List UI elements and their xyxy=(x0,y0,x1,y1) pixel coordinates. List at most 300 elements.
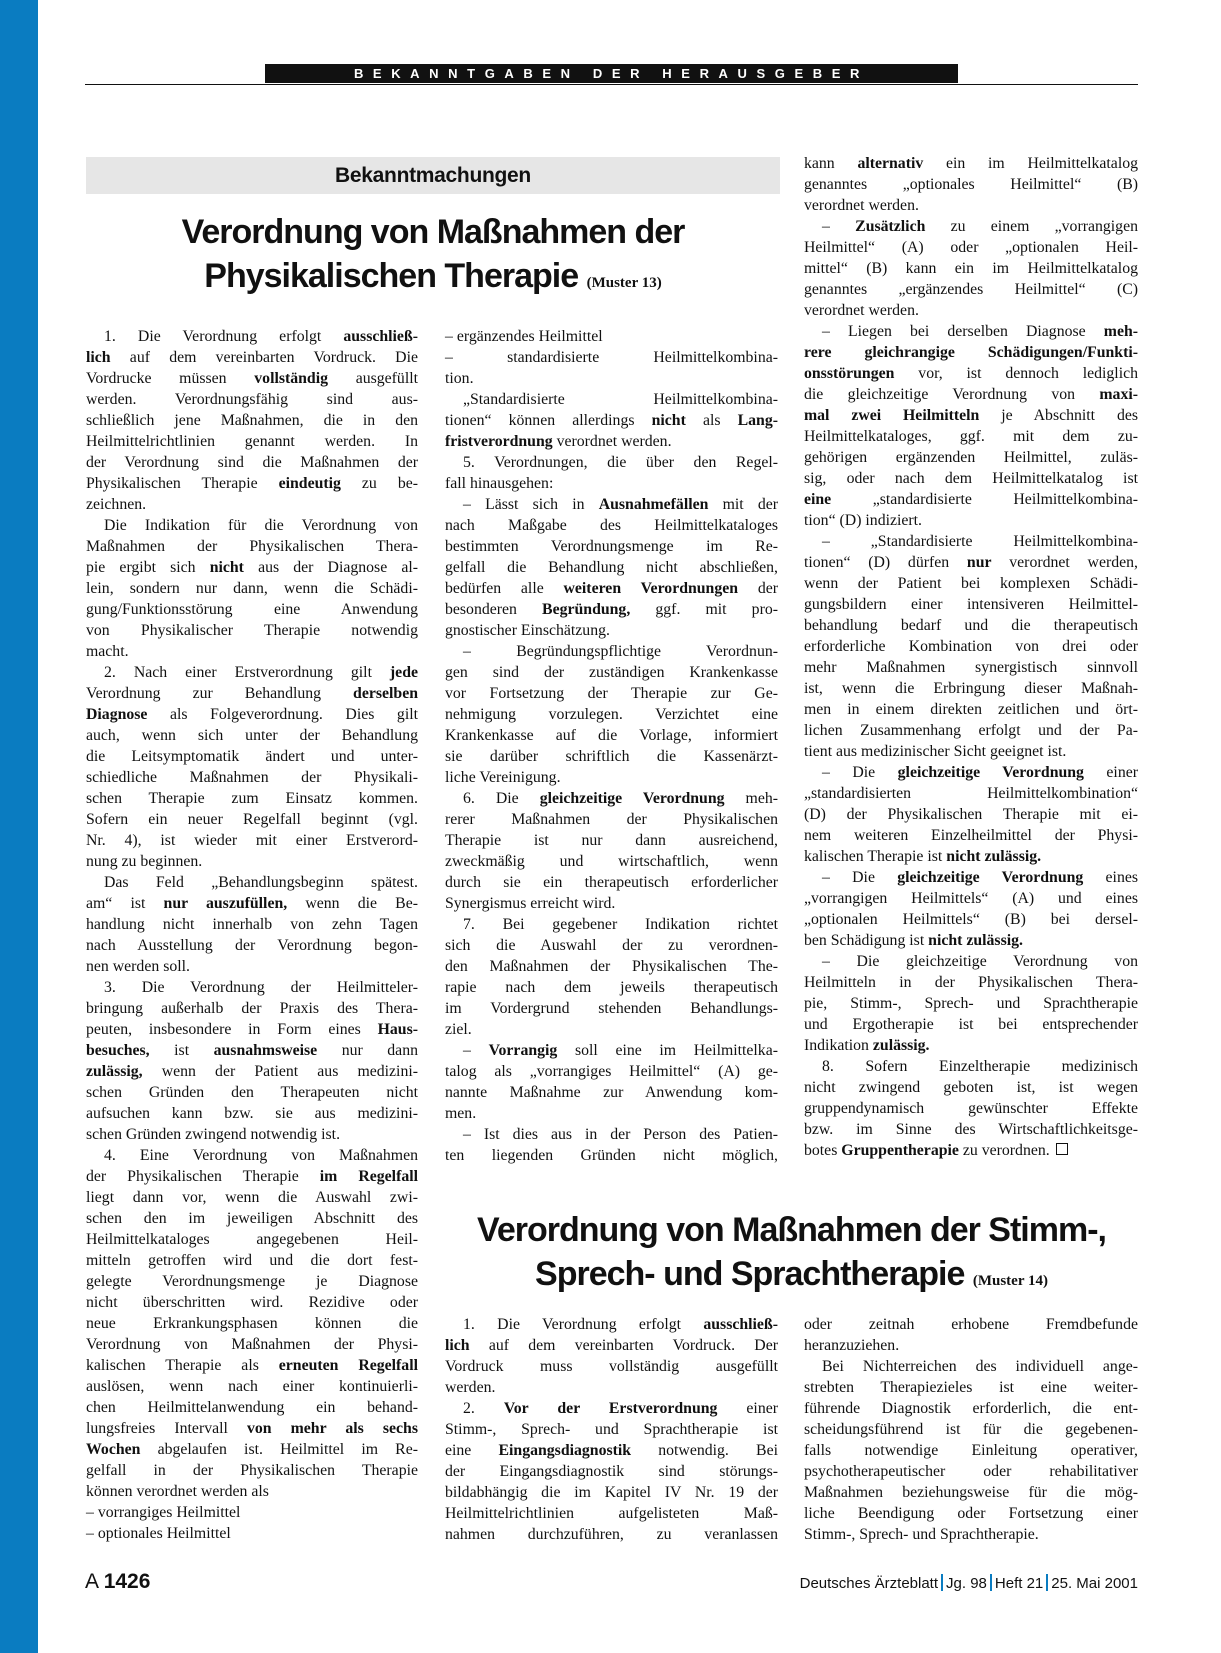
text-line xyxy=(86,1061,418,1082)
text-run: oder zeitnah erhobene Fremdbefunde xyxy=(804,1316,1138,1333)
text-line xyxy=(86,662,418,683)
text-line xyxy=(86,1502,418,1523)
text-line xyxy=(86,557,418,578)
text-line xyxy=(804,1140,1138,1161)
text-run: Krankenkasse auf die Vorlage, informiert xyxy=(445,727,778,744)
bold-text: Haus- xyxy=(377,1021,418,1038)
separator xyxy=(990,1574,992,1591)
text-line xyxy=(804,1014,1138,1035)
text-line xyxy=(804,510,1138,531)
text-run: den Maßnahmen der Physikalischen The- xyxy=(445,958,778,975)
text-run: zweckmäßig und wirtschaftlich, wenn xyxy=(445,853,778,870)
article2-title-line1: Verordnung von Maßnahmen der Stimm-, xyxy=(477,1211,1106,1249)
bold-text: nicht zulässig. xyxy=(928,932,1023,949)
text-line xyxy=(804,1440,1138,1461)
text-line xyxy=(86,641,418,662)
text-run: „vorrangigen Heilmittels“ (A) und eines xyxy=(804,890,1138,907)
text-run: der Physikalischen Therapie xyxy=(86,1168,320,1185)
text-run: Bei Nichterreichen des individuell ange- xyxy=(822,1358,1138,1375)
bold-text: nur xyxy=(966,554,992,571)
bold-text: Lang- xyxy=(737,412,778,429)
text-run: einer xyxy=(1083,764,1138,781)
bold-text: Vor der Erstverordnung xyxy=(503,1400,718,1417)
text-run: liche Vereinigung. xyxy=(445,769,561,786)
section-header-band: BEKANNTGABEN DER HERAUSGEBER xyxy=(265,64,958,83)
bold-text: Gruppentherapie xyxy=(841,1142,959,1159)
bold-text: Diagnose xyxy=(86,706,148,723)
header-rule xyxy=(85,84,1138,85)
text-run: nur dann xyxy=(317,1042,418,1059)
text-line xyxy=(445,935,778,956)
text-run: strebten Therapiezieles ist eine weiter- xyxy=(804,1379,1138,1396)
text-run: Synergismus erreicht wird. xyxy=(445,895,616,912)
text-line xyxy=(445,1314,778,1335)
text-line xyxy=(445,473,778,494)
text-line xyxy=(804,363,1138,384)
text-run: durch sie ein therapeutisch erforderlicher xyxy=(445,874,778,891)
text-run: wenn der Patient bei komplexen Schädi- xyxy=(804,575,1138,592)
text-run: 8. Sofern Einzeltherapie medizinisch xyxy=(822,1058,1138,1075)
text-run: peuten, insbesondere in Form eines xyxy=(86,1021,378,1038)
bold-text: von mehr als sechs xyxy=(246,1420,418,1437)
text-line xyxy=(86,1124,418,1145)
article2-column-1 xyxy=(445,1314,778,1545)
text-run: ausgefüllt xyxy=(328,370,418,387)
text-line xyxy=(86,515,418,536)
text-run: tion“ (D) indiziert. xyxy=(804,512,922,529)
text-line xyxy=(804,216,1138,237)
text-line xyxy=(445,1398,778,1419)
text-run: als xyxy=(685,412,738,429)
text-run: Verordnung zur Behandlung xyxy=(86,685,354,702)
bold-text: alternativ xyxy=(857,155,924,172)
text-line xyxy=(86,1376,418,1397)
text-line xyxy=(804,657,1138,678)
text-line xyxy=(804,258,1138,279)
text-line xyxy=(86,1145,418,1166)
text-run: nach Ausstellung der Verordnung begon- xyxy=(86,937,418,954)
text-line xyxy=(445,767,778,788)
text-line xyxy=(804,300,1138,321)
text-line xyxy=(86,1292,418,1313)
text-line xyxy=(86,1229,418,1250)
text-run: – Lässt sich in xyxy=(463,496,599,513)
text-line xyxy=(445,1461,778,1482)
article1-title xyxy=(86,210,780,305)
text-run: werden. Verordnungsfähig sind aus- xyxy=(86,391,418,408)
bold-text: Begründung, xyxy=(542,601,631,618)
text-line xyxy=(86,1397,418,1418)
text-run: ein im Heilmittelkatalog xyxy=(923,155,1139,172)
text-run: gung/Funktionsstörung eine Anwendung xyxy=(86,601,418,618)
text-run: gungsbildern einer intensiveren Heilmittel- xyxy=(804,596,1138,613)
text-line xyxy=(86,1439,418,1460)
article2-title-line2: Sprech- und Sprachtherapie xyxy=(535,1255,965,1293)
article2-muster: (Muster 14) xyxy=(972,1273,1048,1289)
text-line xyxy=(804,1524,1138,1545)
text-run: ziel. xyxy=(445,1021,472,1038)
section-label: Bekanntmachungen xyxy=(86,157,780,194)
text-run: macht. xyxy=(86,643,129,660)
text-line xyxy=(804,804,1138,825)
text-run: tient aus medizinischer Sicht geeignet ist. xyxy=(804,743,1067,760)
text-line xyxy=(804,1314,1138,1335)
text-run: von Physikalischer Therapie notwendig xyxy=(86,622,418,639)
text-line xyxy=(445,389,778,410)
text-line xyxy=(804,972,1138,993)
text-line xyxy=(445,431,778,452)
text-run: Nr. 4), ist wieder mit einer Erstverord- xyxy=(86,832,418,849)
text-run: schen Therapie zum Einsatz kommen. xyxy=(86,790,418,807)
text-line xyxy=(86,809,418,830)
text-run: aufsuchen kann bzw. sie aus medizini- xyxy=(86,1105,418,1122)
text-line xyxy=(445,998,778,1019)
text-run: nannte Maßnahme zur Anwendung kom- xyxy=(445,1084,778,1101)
text-run: schen Gründen den Therapeuten nicht xyxy=(86,1084,418,1101)
text-run: bedürfen alle xyxy=(445,580,564,597)
text-run: aus der Diagnose al- xyxy=(243,559,418,576)
text-run: pie ergibt sich xyxy=(86,559,210,576)
text-run: mittel“ (B) kann ein im Heilmittelkatalog xyxy=(804,260,1138,277)
journal-name: Deutsches Ärzteblatt xyxy=(799,1575,939,1592)
text-line xyxy=(86,473,418,494)
text-line xyxy=(86,767,418,788)
text-run: „standardisierten Heilmittelkombination“ xyxy=(804,785,1138,802)
text-run: liegt dann vor, wenn die Auswahl zwi- xyxy=(86,1189,418,1206)
text-run: mit der xyxy=(708,496,778,513)
text-line xyxy=(804,237,1138,258)
text-line xyxy=(804,1419,1138,1440)
text-line xyxy=(86,389,418,410)
text-run: 3. Die Verordnung der Heilmitteler- xyxy=(104,979,418,996)
text-run: Maßnahmen der Physikalischen Thera- xyxy=(86,538,418,555)
text-line xyxy=(445,1440,778,1461)
text-run: als Folgeverordnung. Dies gilt xyxy=(147,706,418,723)
text-line xyxy=(445,1377,778,1398)
text-run: einer xyxy=(717,1400,778,1417)
text-run: kalischen Therapie als xyxy=(86,1357,279,1374)
text-run: wenn der Patient aus medizini- xyxy=(142,1063,418,1080)
text-line xyxy=(86,1481,418,1502)
bold-text: im Regelfall xyxy=(319,1168,418,1185)
bold-text: Eingangsdiagnostik xyxy=(498,1442,632,1459)
bold-text: gleichzeitige Verordnung xyxy=(897,764,1084,781)
bold-text: vollständig xyxy=(254,370,329,387)
text-line xyxy=(445,1335,778,1356)
text-line xyxy=(804,930,1138,951)
text-run: heranzuziehen. xyxy=(804,1337,900,1354)
text-line xyxy=(804,909,1138,930)
article1-column-3 xyxy=(804,153,1138,1161)
text-line xyxy=(804,762,1138,783)
text-run: 1. Die Verordnung erfolgt xyxy=(463,1316,704,1333)
bold-text: zulässig. xyxy=(872,1037,930,1054)
text-run: Verordnung von Maßnahmen der Physi- xyxy=(86,1336,418,1353)
text-line xyxy=(86,1334,418,1355)
text-run: nach Maßgabe des Heilmittelkataloges xyxy=(445,517,778,534)
text-run: Heilmittelrichtlinien aufgelisteten Maß- xyxy=(445,1505,778,1522)
text-line xyxy=(445,683,778,704)
text-run: Heilmitteln in der Physikalischen Thera- xyxy=(804,974,1138,991)
bold-text: besuches, xyxy=(86,1042,150,1059)
text-run: Die Indikation für die Verordnung von xyxy=(104,517,418,534)
text-run: bildabhängig die im Kapitel IV Nr. 19 der xyxy=(445,1484,778,1501)
text-line xyxy=(445,452,778,473)
text-line xyxy=(804,1398,1138,1419)
text-line xyxy=(804,636,1138,657)
text-line xyxy=(445,494,778,515)
text-line xyxy=(86,410,418,431)
bold-text: erneuten Regelfall xyxy=(278,1357,418,1374)
text-line xyxy=(804,405,1138,426)
text-line xyxy=(86,851,418,872)
page-prefix: A xyxy=(85,1570,98,1593)
text-line xyxy=(804,699,1138,720)
text-run: Heilmittelkataloges angegebenen Heil- xyxy=(86,1231,418,1248)
text-line xyxy=(445,809,778,830)
text-run: 1. Die Verordnung erfolgt xyxy=(104,328,344,345)
text-line xyxy=(86,536,418,557)
text-line xyxy=(445,578,778,599)
text-line xyxy=(86,326,418,347)
text-line xyxy=(86,956,418,977)
text-line xyxy=(804,1119,1138,1140)
text-run: „Standardisierte Heilmittelkombina- xyxy=(463,391,778,408)
text-run: Das Feld „Behandlungsbeginn spätest. xyxy=(104,874,418,891)
text-run: Vordrucke müssen xyxy=(86,370,255,387)
text-line xyxy=(86,452,418,473)
text-run: lichen Zusammenhang erfolgt und der Pa- xyxy=(804,722,1138,739)
text-run: talog als „vorrangiges Heilmittel“ (A) ge- xyxy=(445,1063,778,1080)
text-run: auf dem vereinbarten Vordruck. Der xyxy=(469,1337,778,1354)
text-run: – Die gleichzeitige Verordnung von xyxy=(822,953,1138,970)
text-run: kann xyxy=(804,155,858,172)
text-line xyxy=(86,1103,418,1124)
text-run: men in einem direkten zeitlichen und ört- xyxy=(804,701,1138,718)
text-line xyxy=(445,1040,778,1061)
journal-date: 25. Mai 2001 xyxy=(1051,1575,1138,1592)
text-line xyxy=(86,872,418,893)
text-line xyxy=(445,326,778,347)
bold-text: rere gleichrangige Schädigungen/Funkti- xyxy=(804,344,1138,361)
text-run: abgelaufen ist. Heilmittel im Re- xyxy=(140,1441,418,1458)
text-run: chen Heilmittelanwendung ein behand- xyxy=(86,1399,418,1416)
text-line xyxy=(804,678,1138,699)
text-run: die Leitsymptomatik ändert und unter- xyxy=(86,748,418,765)
text-run: psychotherapeutischer oder rehabilitativer xyxy=(804,1463,1138,1480)
text-line xyxy=(804,951,1138,972)
text-line xyxy=(804,720,1138,741)
text-line xyxy=(445,1145,778,1166)
text-run: nung zu beginnen. xyxy=(86,853,203,870)
text-line xyxy=(445,620,778,641)
text-line xyxy=(804,174,1138,195)
journal-issue: Heft 21 xyxy=(994,1575,1044,1592)
text-run: zu einem „vorrangigen xyxy=(925,218,1138,235)
text-run: zu verordnen. xyxy=(958,1142,1050,1159)
text-run: verordnet werden, xyxy=(991,554,1138,571)
text-run: ggf. mit pro- xyxy=(630,601,778,618)
text-run: bringung außerhalb der Praxis des Thera- xyxy=(86,1000,418,1017)
text-run: gehörigen ergänzenden Heilmittel, zuläs- xyxy=(804,449,1138,466)
text-line xyxy=(86,1187,418,1208)
bold-text: onsstörungen xyxy=(804,365,895,382)
text-run: der Eingangsdiagnostik sind störungs- xyxy=(445,1463,778,1480)
text-line xyxy=(804,489,1138,510)
bold-text: Ausnahmefällen xyxy=(598,496,709,513)
text-line xyxy=(445,914,778,935)
text-line xyxy=(804,573,1138,594)
text-line xyxy=(445,977,778,998)
text-run: handlung nicht innerhalb von zehn Tagen xyxy=(86,916,418,933)
text-line xyxy=(86,347,418,368)
text-run: fall hinausgehen: xyxy=(445,475,554,492)
text-line xyxy=(804,153,1138,174)
text-run: bzw. im Sinne des Wirtschaftlichkeitsge- xyxy=(804,1121,1138,1138)
text-line xyxy=(804,279,1138,300)
text-line xyxy=(445,1103,778,1124)
end-of-article-icon xyxy=(1056,1143,1068,1155)
text-run: – Ist dies aus in der Person des Patien- xyxy=(463,1126,778,1143)
text-run: schiedliche Maßnahmen der Physikali- xyxy=(86,769,418,786)
text-run: nen werden soll. xyxy=(86,958,190,975)
text-run: tion. xyxy=(445,370,474,387)
bold-text: derselben xyxy=(353,685,418,702)
text-line xyxy=(445,1356,778,1377)
text-line xyxy=(86,620,418,641)
bold-text: nicht zulässig. xyxy=(946,848,1042,865)
bold-text: eindeutig xyxy=(278,475,341,492)
text-line xyxy=(86,1166,418,1187)
text-line xyxy=(445,515,778,536)
bold-text: nicht xyxy=(651,412,686,429)
text-run: vor Fortsetzung der Therapie zur Ge- xyxy=(445,685,778,702)
text-run: auch, wenn sich unter der Behandlung xyxy=(86,727,418,744)
text-run: nicht zwingend geboten ist, ist wegen xyxy=(804,1079,1138,1096)
text-run: eine xyxy=(445,1442,499,1459)
article2-column-2 xyxy=(804,1314,1138,1545)
text-run: auslösen, wenn nach einer kontinuierli- xyxy=(86,1378,418,1395)
text-run: gruppendynamisch gewünschter Effekte xyxy=(804,1100,1138,1117)
bold-text: lich xyxy=(86,349,111,366)
text-line xyxy=(445,1482,778,1503)
bold-text: lich xyxy=(445,1337,470,1354)
text-line xyxy=(445,704,778,725)
text-line xyxy=(804,468,1138,489)
text-line xyxy=(804,1482,1138,1503)
text-line xyxy=(804,867,1138,888)
side-color-stripe xyxy=(0,0,38,1653)
page-number-value: 1426 xyxy=(103,1570,151,1593)
text-run: gelfall die Behandlung nicht abschließen, xyxy=(445,559,778,576)
text-run: – Begründungspflichtige Verordnun- xyxy=(463,643,778,660)
text-run: Heilmittel“ (A) oder „optionalen Heil- xyxy=(804,239,1138,256)
text-run: nicht überschritten wird. Rezidive oder xyxy=(86,1294,418,1311)
text-run: der Verordnung sind die Maßnahmen der xyxy=(86,454,418,471)
bold-text: zulässig, xyxy=(86,1063,143,1080)
text-run: Vordruck muss vollständig ausgefüllt xyxy=(445,1358,778,1375)
text-run: gen sind der zuständigen Krankenkasse xyxy=(445,664,778,681)
text-run: führende Diagnostik erforderlich, die ent- xyxy=(804,1400,1138,1417)
text-run: Sofern ein neuer Regelfall beginnt (vgl. xyxy=(86,811,418,828)
text-run: (D) der Physikalischen Therapie mit ei- xyxy=(804,806,1138,823)
text-run: Heilmittelkataloges, ggf. mit dem zu- xyxy=(804,428,1138,445)
text-line xyxy=(445,410,778,431)
bold-text: nur auszufüllen, xyxy=(163,895,288,912)
text-line xyxy=(86,1082,418,1103)
text-run: im Vordergrund stehenden Behandlungs- xyxy=(445,1000,778,1017)
text-run: 7. Bei gegebener Indikation richtet xyxy=(463,916,778,933)
text-run: botes xyxy=(804,1142,842,1159)
text-run: – xyxy=(822,218,856,235)
text-line xyxy=(445,725,778,746)
article1-column-2 xyxy=(445,326,778,1166)
text-line xyxy=(86,431,418,452)
text-line xyxy=(804,1377,1138,1398)
text-run: falls notwendige Einleitung operativer, xyxy=(804,1442,1138,1459)
bold-text: ausschließ- xyxy=(343,328,418,345)
text-run: 2. xyxy=(463,1400,504,1417)
text-line xyxy=(445,1524,778,1545)
text-run: soll eine im Heilmittelka- xyxy=(557,1042,778,1059)
article1-column-1 xyxy=(86,326,418,1544)
text-run: schließlich jene Maßnahmen, die in den xyxy=(86,412,418,429)
bold-text: fristverordnung xyxy=(445,433,553,450)
text-run: lein, sondern nur dann, wenn die Schädi- xyxy=(86,580,418,597)
text-line xyxy=(86,1250,418,1271)
text-run: nahmen durchzuführen, zu veranlassen xyxy=(445,1526,778,1543)
text-line xyxy=(445,1061,778,1082)
text-line xyxy=(445,1124,778,1145)
text-run: sich die Auswahl der zu verordnen- xyxy=(445,937,778,954)
text-line xyxy=(86,494,418,515)
text-run: Physikalischen Therapie xyxy=(86,475,279,492)
text-run: verordnet werden. xyxy=(804,302,919,319)
page-number xyxy=(85,1570,150,1594)
bold-text: mal zwei Heilmitteln xyxy=(804,407,980,424)
text-run: meh- xyxy=(724,790,778,807)
text-run: mitteln getroffen wird und die dort fest- xyxy=(86,1252,418,1269)
text-line xyxy=(86,935,418,956)
text-run: gelegte Verordnungsmenge je Diagnose xyxy=(86,1273,418,1290)
text-line xyxy=(86,914,418,935)
text-line xyxy=(445,1419,778,1440)
text-line xyxy=(86,599,418,620)
text-run: tionen“ können allerdings xyxy=(445,412,652,429)
text-run: – xyxy=(463,1042,489,1059)
text-line xyxy=(86,788,418,809)
text-line xyxy=(86,704,418,725)
text-line xyxy=(445,368,778,389)
text-line xyxy=(86,1040,418,1061)
separator xyxy=(941,1574,943,1591)
text-line xyxy=(86,1460,418,1481)
text-line xyxy=(445,599,778,620)
text-run: sie darüber schriftlich die Kassenärzt- xyxy=(445,748,778,765)
text-run: rerer Maßnahmen der Physikalischen xyxy=(445,811,778,828)
bold-text: Wochen xyxy=(86,1441,141,1458)
text-line xyxy=(445,641,778,662)
text-run: – Die xyxy=(822,764,898,781)
text-line xyxy=(445,557,778,578)
text-run: Heilmittelrichtlinien genannt werden. In xyxy=(86,433,418,450)
text-line xyxy=(86,725,418,746)
article1-muster: (Muster 13) xyxy=(586,275,662,291)
text-run: schen Gründen zwingend notwendig ist. xyxy=(86,1126,341,1143)
text-run: ist, wenn die Erbringung dieser Maßnah- xyxy=(804,680,1138,697)
text-line xyxy=(804,1077,1138,1098)
text-run: scheidungsführend ist für die gegebenen- xyxy=(804,1421,1138,1438)
